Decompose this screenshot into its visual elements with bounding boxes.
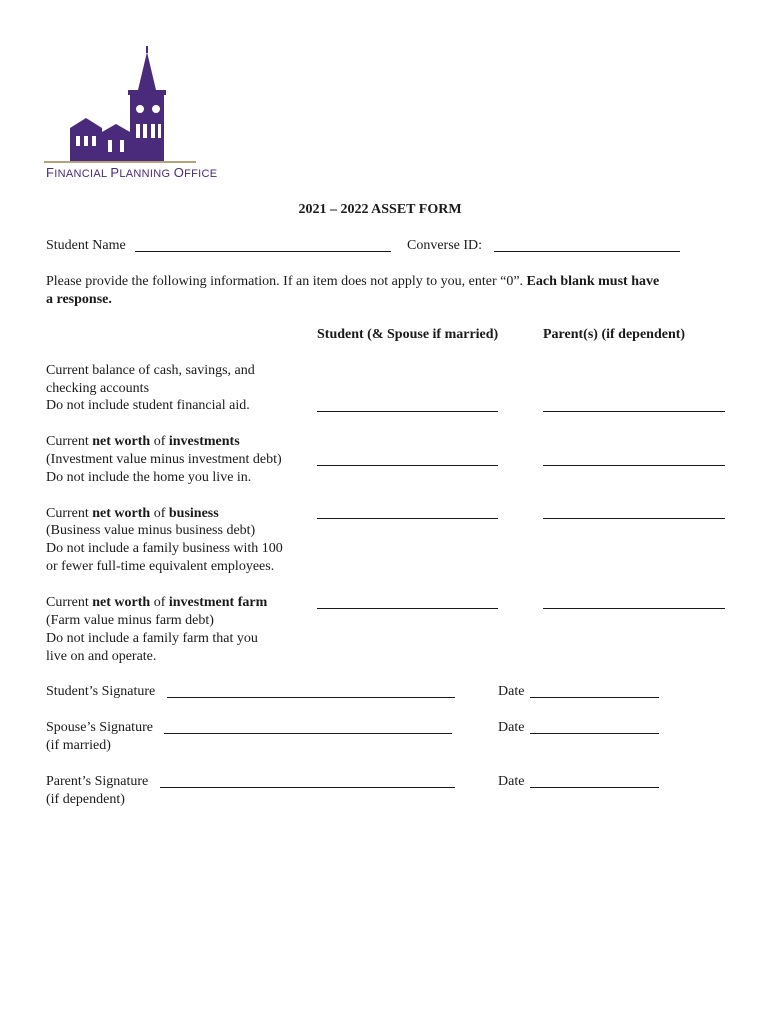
- instructions-line-1: Please provide the following information. If an item does not apply to you, enter “0”. Each blank must have: [46, 274, 660, 289]
- item-investments-line-1: (Investment value minus investment debt): [46, 452, 282, 467]
- item-farm-line-1: (Farm value minus farm debt): [46, 613, 214, 628]
- column-header-parent: Parent(s) (if dependent): [543, 327, 686, 342]
- cash-parent-field[interactable]: [543, 411, 725, 412]
- cash-student-field[interactable]: [317, 411, 498, 412]
- form-title: 2021 – 2022 ASSET FORM: [298, 202, 462, 217]
- spouse-date-label: Date: [498, 720, 525, 735]
- student-name-field[interactable]: [135, 251, 391, 252]
- converse-id-label: Converse ID:: [407, 238, 483, 253]
- business-student-field[interactable]: [317, 518, 498, 519]
- investments-student-field[interactable]: [317, 465, 498, 466]
- farm-parent-field[interactable]: [543, 608, 725, 609]
- parent-signature-label: Parent’s Signature: [46, 774, 149, 789]
- item-business-line-2: Do not include a family business with 100: [46, 541, 283, 556]
- clock-tower-icon: [44, 44, 196, 180]
- item-investments-line-2: Do not include the home you live in.: [46, 470, 252, 485]
- student-date-field[interactable]: [530, 697, 659, 698]
- parent-date-field[interactable]: [530, 787, 659, 788]
- student-date-label: Date: [498, 684, 525, 699]
- item-cash-line-2: checking accounts: [46, 381, 150, 396]
- spouse-signature-label: Spouse’s Signature: [46, 720, 153, 735]
- parent-signature-field[interactable]: [160, 787, 455, 788]
- item-investments-heading: Current net worth of investments: [46, 434, 240, 449]
- student-signature-label: Student’s Signature: [46, 684, 156, 699]
- item-cash-line-3: Do not include student financial aid.: [46, 398, 250, 413]
- item-cash-line-1: Current balance of cash, savings, and: [46, 363, 255, 378]
- business-parent-field[interactable]: [543, 518, 725, 519]
- item-farm-line-2: Do not include a family farm that you: [46, 631, 258, 646]
- item-business-line-1: (Business value minus business debt): [46, 523, 256, 538]
- logo-wordmark: FINANCIAL PLANNING OFFICE: [46, 165, 218, 180]
- converse-id-field[interactable]: [494, 251, 680, 252]
- parent-signature-note: (if dependent): [46, 792, 125, 807]
- item-business-heading: Current net worth of business: [46, 506, 219, 521]
- spouse-signature-field[interactable]: [164, 733, 452, 734]
- item-farm-line-3: live on and operate.: [46, 649, 157, 664]
- instructions-line-2: a response.: [46, 292, 112, 307]
- student-name-label: Student Name: [46, 238, 126, 253]
- investments-parent-field[interactable]: [543, 465, 725, 466]
- student-signature-field[interactable]: [167, 697, 455, 698]
- farm-student-field[interactable]: [317, 608, 498, 609]
- spouse-signature-note: (if married): [46, 738, 111, 753]
- spouse-date-field[interactable]: [530, 733, 659, 734]
- column-header-student: Student (& Spouse if married): [317, 327, 499, 342]
- parent-date-label: Date: [498, 774, 525, 789]
- item-farm-heading: Current net worth of investment farm: [46, 595, 268, 610]
- item-business-line-3: or fewer full-time equivalent employees.: [46, 559, 275, 574]
